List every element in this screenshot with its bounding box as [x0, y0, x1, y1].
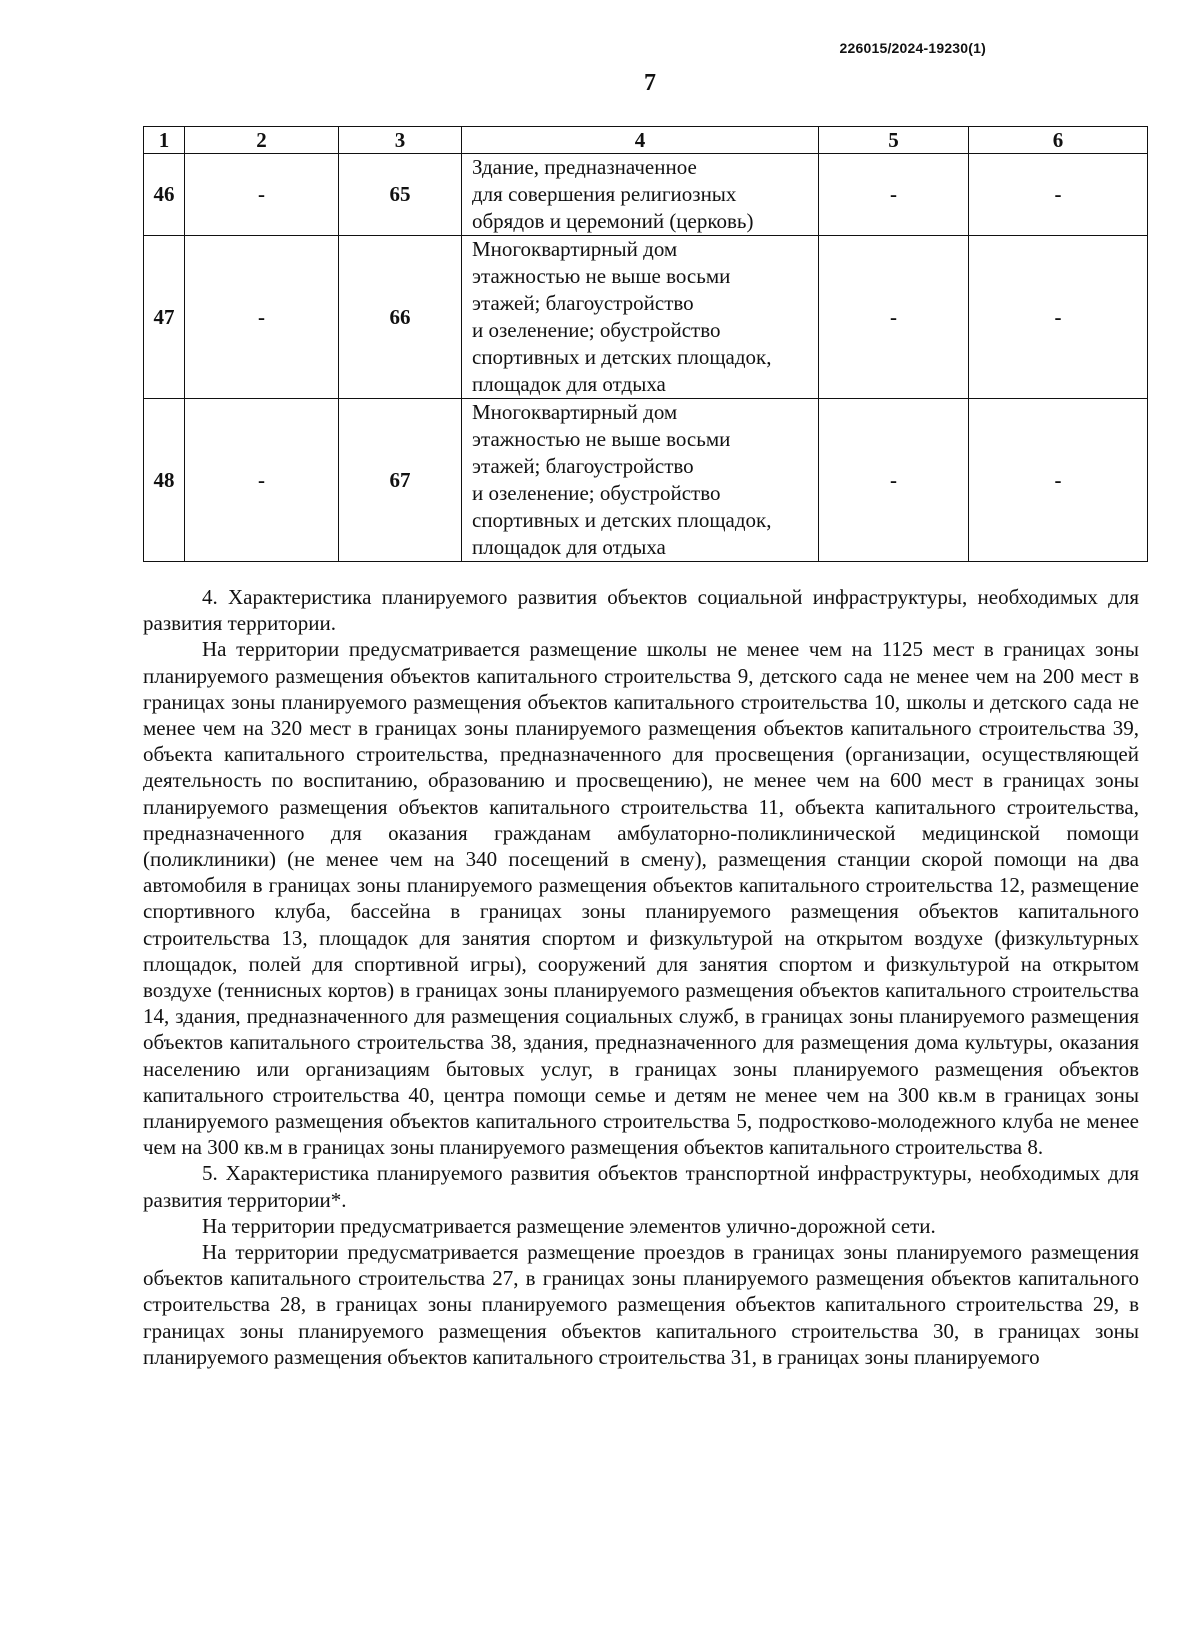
cell-zone: 66 — [339, 236, 462, 399]
section-5-paragraph: На территории предусматривается размещение элементов улично-дорожной сети. — [202, 1213, 936, 1238]
description-line: этажей; благоустройство — [472, 291, 694, 315]
cell-dash: - — [185, 399, 339, 562]
cell-description — [462, 399, 819, 562]
column-header: 4 — [462, 127, 819, 154]
section-5-heading: 5. Характеристика планируемого развития объектов транспортной инфраструктуры, необходимых для развития территории*. — [143, 1161, 1139, 1212]
cell-description — [462, 236, 819, 399]
cell-dash: - — [185, 154, 339, 236]
cell-dash: - — [969, 236, 1148, 399]
cell-zone: 67 — [339, 399, 462, 562]
table-row — [144, 399, 1148, 562]
description-line: площадок для отдыха — [472, 535, 666, 559]
table-row — [144, 236, 1148, 399]
description-line: для совершения религиозных — [472, 182, 737, 206]
description-line: обрядов и церемоний (церковь) — [472, 209, 754, 233]
column-header: 6 — [969, 127, 1148, 154]
description-line: спортивных и детских площадок, — [472, 508, 772, 532]
description-line: Здание, предназначенное — [472, 155, 697, 179]
cell-number: 47 — [144, 236, 185, 399]
cell-zone: 65 — [339, 154, 462, 236]
body-text — [143, 584, 1139, 1370]
description-line: Многоквартирный дом — [472, 237, 678, 261]
column-header: 1 — [144, 127, 185, 154]
cell-dash: - — [969, 154, 1148, 236]
cell-dash: - — [819, 154, 969, 236]
cell-dash: - — [819, 236, 969, 399]
table-header-row — [144, 127, 1148, 154]
description-line: площадок для отдыха — [472, 372, 666, 396]
section-4-paragraph: На территории предусматривается размещение школы не менее чем на 1125 мест в границах зоны планируемого размещения объектов капитального строительства 9, детского сада не менее чем на 200 мест в границах зоны планируемого размещения объектов капитального строительства 10, школы и детского сада не менее чем на 320 мест в границах зоны планируемого размещения объектов капитального строительства 39, объекта капитального строительства, предназначенного для просвещения (организации, осуществляющей деятельность по воспитанию, образованию и просвещению), не менее чем на 600 мест в границах зоны планируемого размещения объектов капитального строительства 11, объекта капитального строительства, предназначенного для оказания гражданам амбулаторно-поликлинической медицинской помощи (поликлиники) (не менее чем на 340 посещений в смену), размещения станции скорой помощи на два автомобиля в границах зоны планируемого размещения объектов капитального строительства 12, размещение спортивного клуба, бассейна в границах зоны планируемого размещения объектов капитального строительства 13, площадок для занятия спортом и физкультурой на открытом воздухе (физкультурных площадок, полей для спортивной игры), сооружений для занятия спортом и физкультурой на открытом воздухе (теннисных кортов) в границах зоны планируемого размещения объектов капитального строительства 14, здания, предназначенного для размещения социальных служб, в границах зоны планируемого размещения объектов капитального строительства 38, здания, предназначенного для размещения дома культуры, оказания населению или организациям бытовых услуг, в границах зоны планируемого размещения объектов капитального строительства 40, центра помощи семье и детям не менее чем на 300 кв.м в границах зоны планируемого размещения объектов капитального строительства 5, подростково-молодежного клуба не менее чем на 300 кв.м в границах зоны планируемого размещения объектов капитального строительства 8. — [143, 637, 1139, 1160]
description-line: этажностью не выше восьми — [472, 427, 731, 451]
column-header: 3 — [339, 127, 462, 154]
cell-number: 48 — [144, 399, 185, 562]
table-row — [144, 154, 1148, 236]
cell-dash: - — [819, 399, 969, 562]
description-line: этажей; благоустройство — [472, 454, 694, 478]
column-header: 5 — [819, 127, 969, 154]
page-number: 7 — [644, 70, 656, 96]
description-line: Многоквартирный дом — [472, 400, 678, 424]
column-header: 2 — [185, 127, 339, 154]
description-line: и озеленение; обустройство — [472, 481, 721, 505]
objects-table — [143, 126, 1148, 562]
cell-number: 46 — [144, 154, 185, 236]
cell-dash: - — [185, 236, 339, 399]
description-line: этажностью не выше восьми — [472, 264, 731, 288]
description-line: и озеленение; обустройство — [472, 318, 721, 342]
section-4-heading: 4. Характеристика планируемого развития объектов социальной инфраструктуры, необходимых для развития территории. — [143, 585, 1139, 636]
section-5-paragraph: На территории предусматривается размещение проездов в границах зоны планируемого размещения объектов капитального строительства 27, в границах зоны планируемого размещения объектов капитального строительства 28, в границах зоны планируемого размещения объектов капитального строительства 29, в границах зоны планируемого размещения объектов капитального строительства 30, в границах зоны планируемого размещения объектов капитального строительства 31, в границах зоны планируемого — [143, 1240, 1139, 1369]
cell-description — [462, 154, 819, 236]
description-line: спортивных и детских площадок, — [472, 345, 772, 369]
document-code: 226015/2024-19230(1) — [839, 40, 986, 56]
cell-dash: - — [969, 399, 1148, 562]
